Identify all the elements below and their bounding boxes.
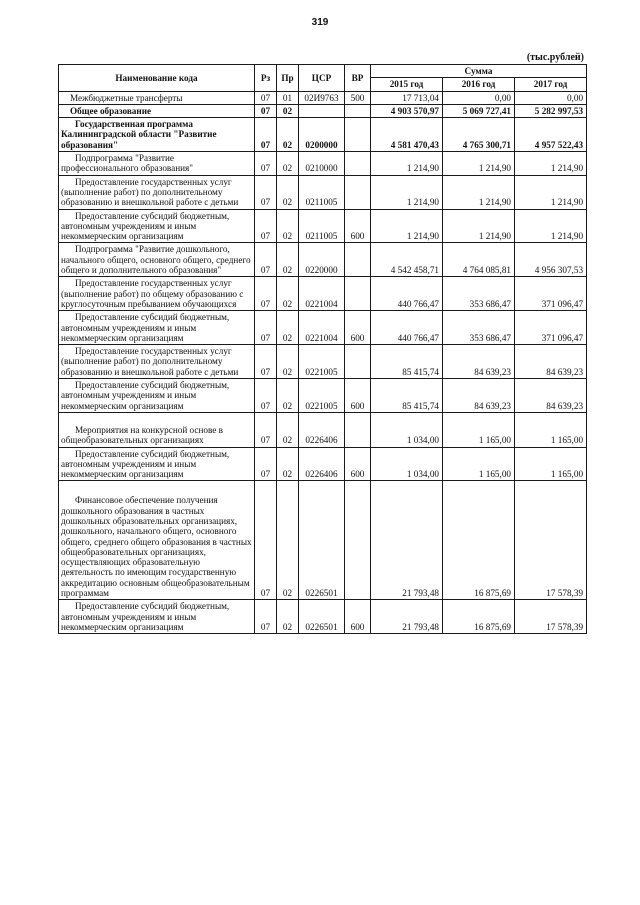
cell-vr xyxy=(345,412,371,447)
cell-2017: 371 096,47 xyxy=(515,277,587,311)
cell-csr: 02И9763 xyxy=(299,91,345,104)
header-row-1 xyxy=(59,65,587,78)
cell-name: Финансовое обеспечение получения дошкольного образования в частных дошкольных образовательных организациях, дошкольного, начального общего, основного общего, среднего общего образования в частных общеобразовательных организациях, осуществляющих образовательную деятельность по имеющим государственную аккредитацию основным общеобразовательным программам xyxy=(59,481,255,600)
cell-2015: 1 214,90 xyxy=(371,152,443,176)
table-row xyxy=(59,600,587,634)
cell-csr: 0226501 xyxy=(299,481,345,600)
cell-2016: 353 686,47 xyxy=(443,311,515,345)
cell-rz: 07 xyxy=(255,345,277,379)
cell-rz: 07 xyxy=(255,447,277,481)
table-row xyxy=(59,277,587,311)
cell-2015: 17 713,04 xyxy=(371,91,443,104)
cell-csr: 0211005 xyxy=(299,175,345,209)
table-body xyxy=(59,91,587,634)
cell-2017: 0,00 xyxy=(515,91,587,104)
cell-2016: 1 214,90 xyxy=(443,209,515,243)
units-label: (тыс.рублей) xyxy=(526,52,584,63)
cell-pr: 02 xyxy=(277,412,299,447)
cell-vr xyxy=(345,175,371,209)
cell-2015: 1 214,90 xyxy=(371,175,443,209)
cell-2016: 84 639,23 xyxy=(443,345,515,379)
cell-vr xyxy=(345,481,371,600)
cell-name: Общее образование xyxy=(59,104,255,117)
col-header-pr: Пр xyxy=(277,65,299,92)
col-header-2016: 2016 год xyxy=(443,78,515,91)
col-header-vr: ВР xyxy=(345,65,371,92)
budget-table xyxy=(58,64,587,634)
cell-pr: 02 xyxy=(277,447,299,481)
cell-name: Предоставление субсидий бюджетным, автономным учреждениям и иным некоммерческим организациям xyxy=(59,311,255,345)
cell-2015: 4 542 458,71 xyxy=(371,243,443,277)
cell-2016: 5 069 727,41 xyxy=(443,104,515,117)
cell-2017: 371 096,47 xyxy=(515,311,587,345)
page-number: 319 xyxy=(311,17,329,28)
cell-pr: 02 xyxy=(277,345,299,379)
cell-2016: 16 875,69 xyxy=(443,481,515,600)
cell-csr: 0220000 xyxy=(299,243,345,277)
cell-2017: 1 165,00 xyxy=(515,412,587,447)
cell-name: Предоставление субсидий бюджетным, автономным учреждениям и иным некоммерческим организациям xyxy=(59,447,255,481)
cell-pr: 02 xyxy=(277,311,299,345)
cell-2017: 84 639,23 xyxy=(515,379,587,413)
cell-2016: 84 639,23 xyxy=(443,379,515,413)
cell-vr xyxy=(345,345,371,379)
col-header-csr: ЦСР xyxy=(299,65,345,92)
cell-vr: 500 xyxy=(345,91,371,104)
cell-rz: 07 xyxy=(255,175,277,209)
cell-pr: 02 xyxy=(277,104,299,117)
cell-rz: 07 xyxy=(255,277,277,311)
table-row xyxy=(59,412,587,447)
cell-name: Государственная программа Калининградской области "Развитие образования" xyxy=(59,118,255,152)
table-row xyxy=(59,209,587,243)
col-header-2017: 2017 год xyxy=(515,78,587,91)
cell-pr: 02 xyxy=(277,118,299,152)
cell-csr: 0226406 xyxy=(299,412,345,447)
cell-vr xyxy=(345,104,371,117)
table-row xyxy=(59,175,587,209)
cell-rz: 07 xyxy=(255,118,277,152)
cell-2017: 4 956 307,53 xyxy=(515,243,587,277)
cell-rz: 07 xyxy=(255,600,277,634)
cell-vr xyxy=(345,243,371,277)
cell-pr: 02 xyxy=(277,277,299,311)
table-row xyxy=(59,379,587,413)
cell-2017: 84 639,23 xyxy=(515,345,587,379)
cell-name: Подпрограмма "Развитие профессионального образования" xyxy=(59,152,255,176)
cell-csr: 0226501 xyxy=(299,600,345,634)
cell-2015: 440 766,47 xyxy=(371,311,443,345)
cell-name: Подпрограмма "Развитие дошкольного, начального общего, основного общего, среднего общего и дополнительного образования" xyxy=(59,243,255,277)
cell-2017: 1 165,00 xyxy=(515,447,587,481)
cell-rz: 07 xyxy=(255,104,277,117)
cell-name: Предоставление государственных услуг (выполнение работ) по общему образованию с круглосуточным пребыванием обучающихся xyxy=(59,277,255,311)
cell-2015: 4 903 570,97 xyxy=(371,104,443,117)
cell-csr: 0221005 xyxy=(299,345,345,379)
cell-2017: 4 957 522,43 xyxy=(515,118,587,152)
cell-csr: 0221005 xyxy=(299,379,345,413)
cell-rz: 07 xyxy=(255,243,277,277)
cell-vr xyxy=(345,118,371,152)
cell-2015: 4 581 470,43 xyxy=(371,118,443,152)
cell-2016: 353 686,47 xyxy=(443,277,515,311)
cell-csr: 0221004 xyxy=(299,311,345,345)
cell-vr xyxy=(345,277,371,311)
cell-pr: 02 xyxy=(277,243,299,277)
cell-2015: 1 034,00 xyxy=(371,412,443,447)
cell-name: Предоставление государственных услуг (выполнение работ) по дополнительному образованию и внешкольной работе с детьми xyxy=(59,175,255,209)
cell-2015: 1 214,90 xyxy=(371,209,443,243)
cell-vr: 600 xyxy=(345,600,371,634)
cell-name: Мероприятия на конкурсной основе в общеобразовательных организациях xyxy=(59,412,255,447)
cell-pr: 02 xyxy=(277,209,299,243)
cell-csr xyxy=(299,104,345,117)
table-row xyxy=(59,447,587,481)
cell-pr: 02 xyxy=(277,152,299,176)
table-row xyxy=(59,91,587,104)
cell-vr: 600 xyxy=(345,447,371,481)
table-row xyxy=(59,481,587,600)
cell-2015: 21 793,48 xyxy=(371,481,443,600)
cell-csr: 0211005 xyxy=(299,209,345,243)
cell-2017: 1 214,90 xyxy=(515,209,587,243)
table-row xyxy=(59,243,587,277)
table-row xyxy=(59,118,587,152)
cell-2017: 1 214,90 xyxy=(515,175,587,209)
cell-2015: 85 415,74 xyxy=(371,379,443,413)
cell-rz: 07 xyxy=(255,481,277,600)
cell-rz: 07 xyxy=(255,311,277,345)
cell-pr: 02 xyxy=(277,379,299,413)
cell-csr: 0221004 xyxy=(299,277,345,311)
cell-pr: 01 xyxy=(277,91,299,104)
col-header-name: Наименование кода xyxy=(59,65,255,92)
table-row xyxy=(59,152,587,176)
cell-2017: 17 578,39 xyxy=(515,600,587,634)
col-header-2015: 2015 год xyxy=(371,78,443,91)
cell-2015: 1 034,00 xyxy=(371,447,443,481)
cell-pr: 02 xyxy=(277,481,299,600)
cell-2016: 4 764 085,81 xyxy=(443,243,515,277)
cell-vr: 600 xyxy=(345,379,371,413)
cell-name: Предоставление субсидий бюджетным, автономным учреждениям и иным некоммерческим организациям xyxy=(59,600,255,634)
cell-name: Межбюджетные трансферты xyxy=(59,91,255,104)
cell-2015: 440 766,47 xyxy=(371,277,443,311)
cell-rz: 07 xyxy=(255,412,277,447)
cell-2017: 5 282 997,53 xyxy=(515,104,587,117)
cell-2016: 1 214,90 xyxy=(443,175,515,209)
cell-2016: 1 165,00 xyxy=(443,412,515,447)
cell-vr: 600 xyxy=(345,209,371,243)
table-row xyxy=(59,311,587,345)
cell-rz: 07 xyxy=(255,91,277,104)
cell-rz: 07 xyxy=(255,152,277,176)
cell-rz: 07 xyxy=(255,379,277,413)
col-header-sum: Сумма xyxy=(371,65,587,78)
cell-2015: 21 793,48 xyxy=(371,600,443,634)
cell-vr: 600 xyxy=(345,311,371,345)
cell-name: Предоставление субсидий бюджетным, автономным учреждениям и иным некоммерческим организациям xyxy=(59,209,255,243)
cell-2016: 1 165,00 xyxy=(443,447,515,481)
cell-csr: 0200000 xyxy=(299,118,345,152)
cell-2016: 4 765 300,71 xyxy=(443,118,515,152)
table-row xyxy=(59,345,587,379)
cell-pr: 02 xyxy=(277,175,299,209)
cell-vr xyxy=(345,152,371,176)
cell-2016: 16 875,69 xyxy=(443,600,515,634)
cell-csr: 0210000 xyxy=(299,152,345,176)
cell-pr: 02 xyxy=(277,600,299,634)
cell-2016: 0,00 xyxy=(443,91,515,104)
table-row xyxy=(59,104,587,117)
cell-2016: 1 214,90 xyxy=(443,152,515,176)
col-header-rz: Рз xyxy=(255,65,277,92)
cell-name: Предоставление субсидий бюджетным, автономным учреждениям и иным некоммерческим организациям xyxy=(59,379,255,413)
cell-2017: 17 578,39 xyxy=(515,481,587,600)
cell-2017: 1 214,90 xyxy=(515,152,587,176)
cell-name: Предоставление государственных услуг (выполнение работ) по дополнительному образованию и внешкольной работе с детьми xyxy=(59,345,255,379)
cell-rz: 07 xyxy=(255,209,277,243)
cell-csr: 0226406 xyxy=(299,447,345,481)
cell-2015: 85 415,74 xyxy=(371,345,443,379)
